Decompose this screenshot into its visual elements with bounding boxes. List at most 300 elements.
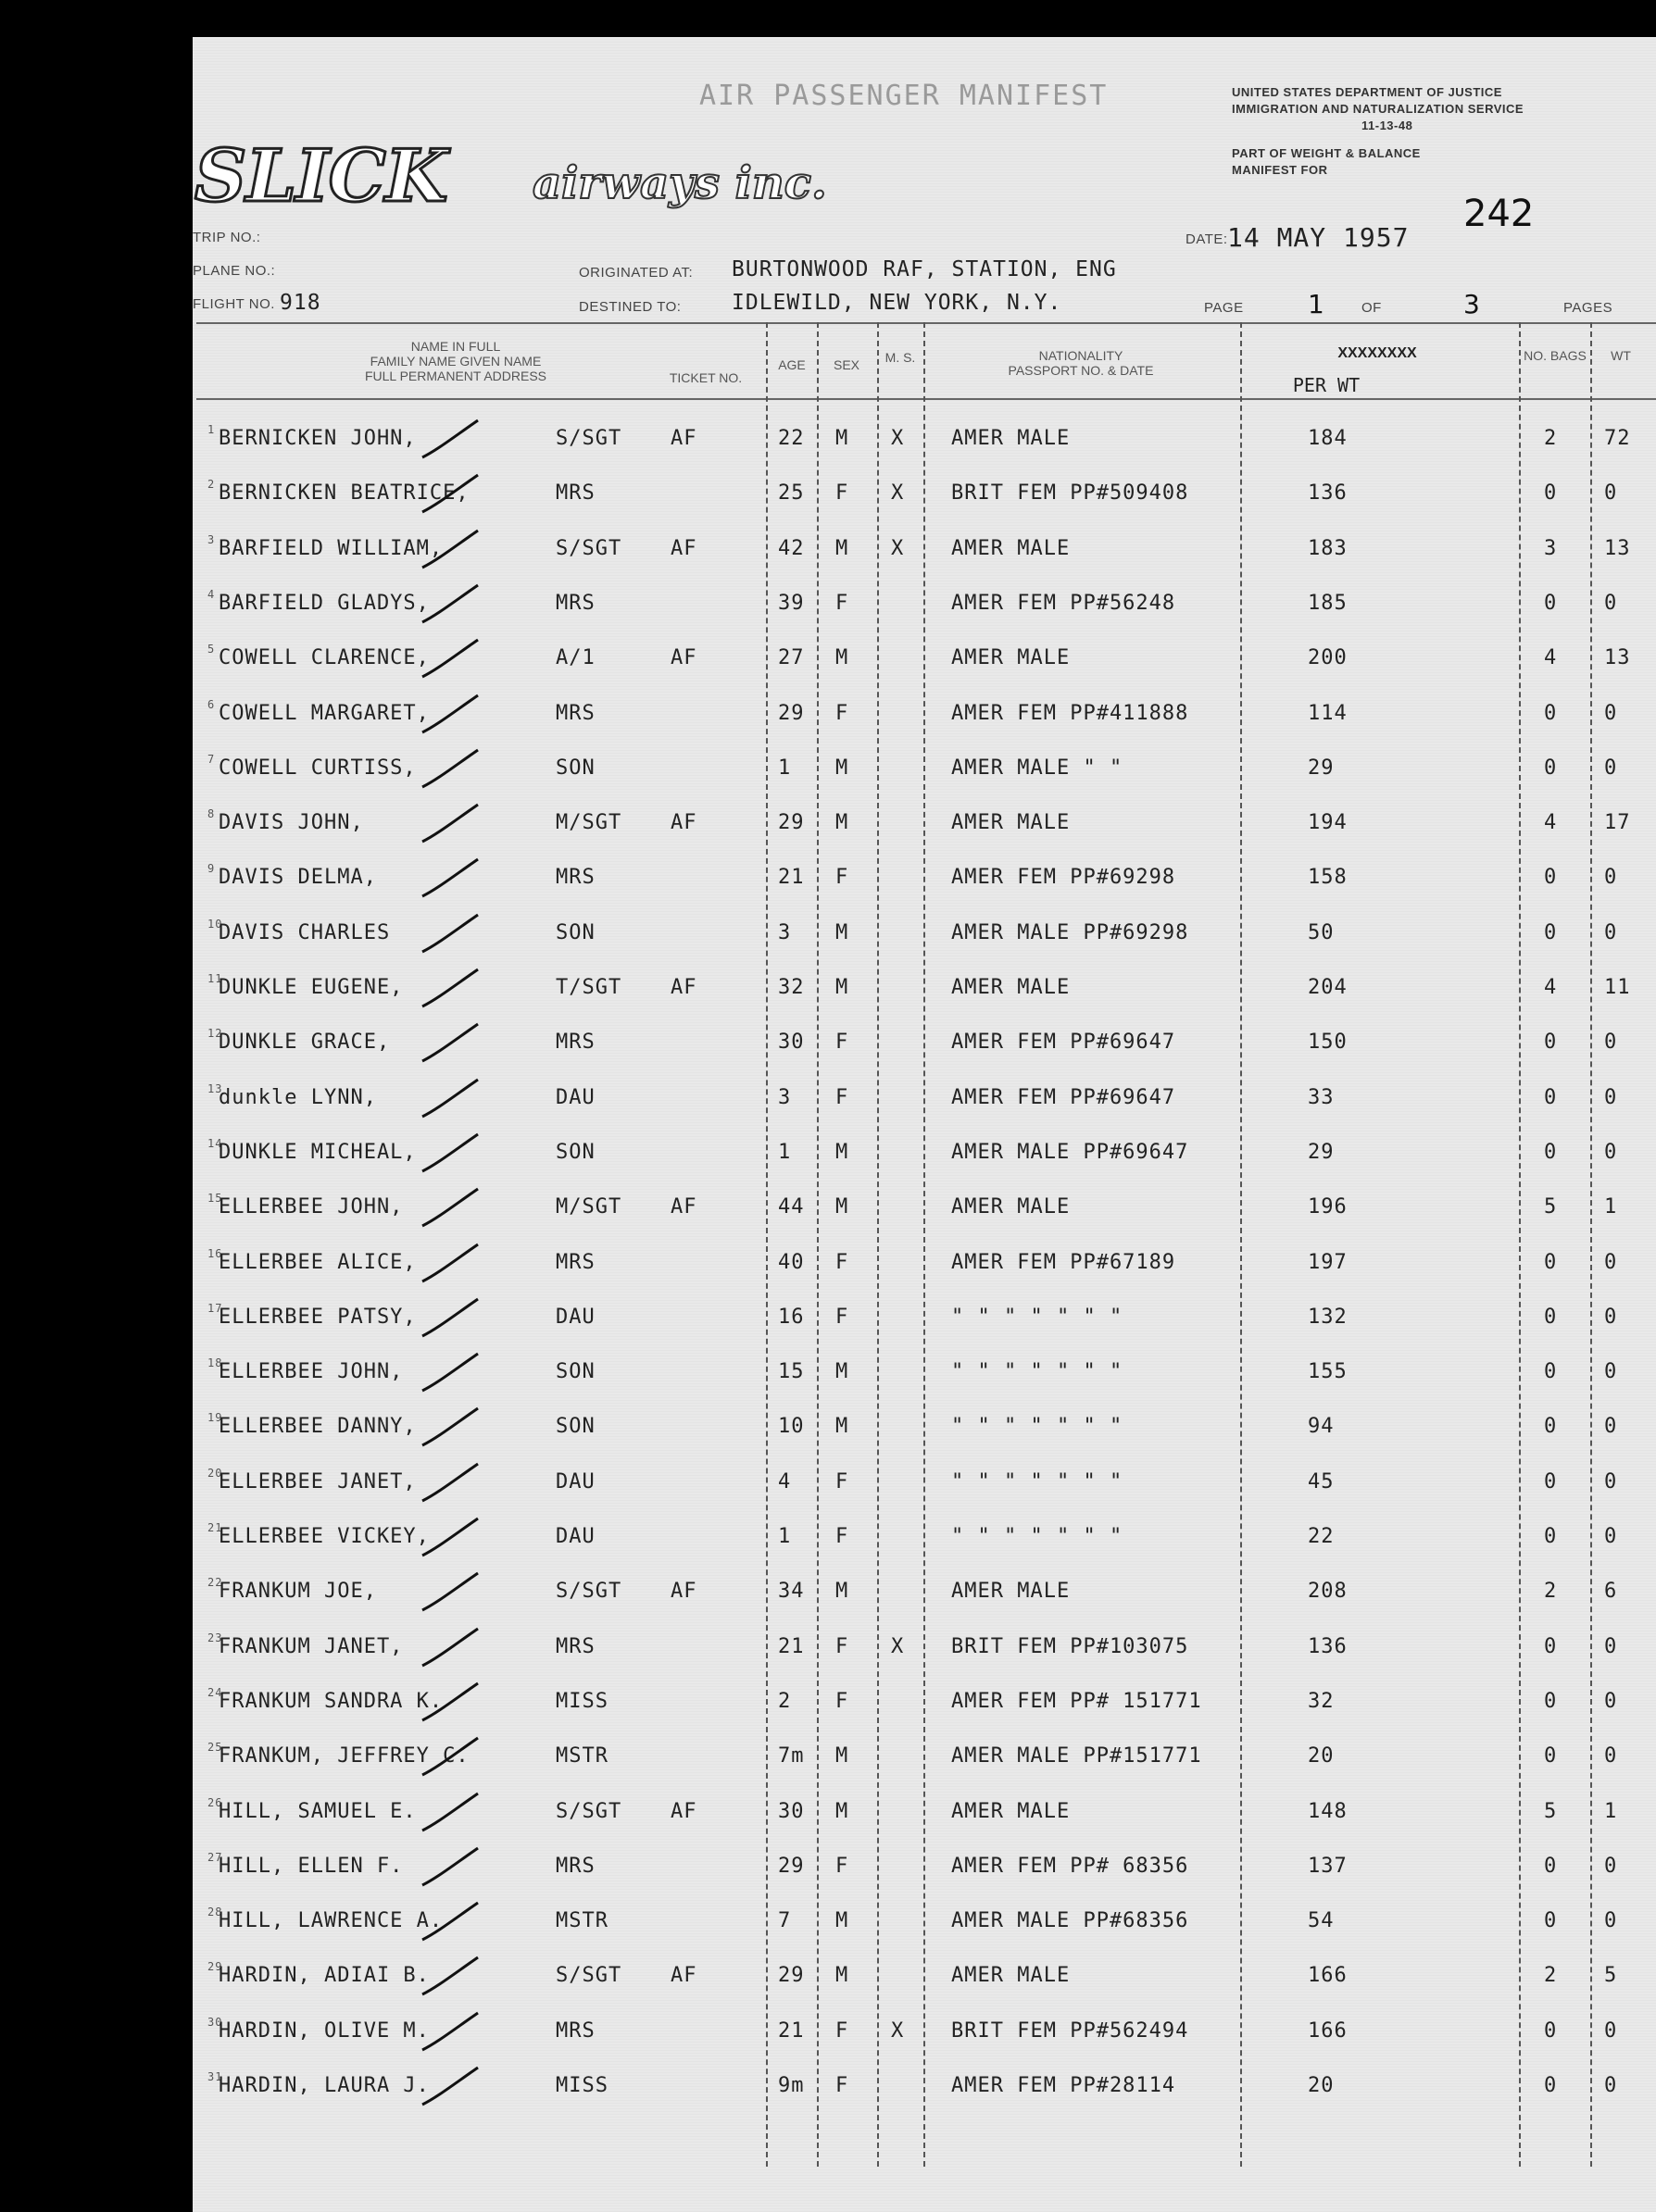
age: 27	[778, 646, 805, 670]
bags-count: 5	[1544, 1195, 1558, 1219]
age: 29	[778, 1854, 805, 1878]
age: 10	[778, 1415, 805, 1439]
age: 29	[778, 1964, 805, 1988]
age: 21	[778, 866, 805, 890]
row-number: 20	[207, 1466, 223, 1480]
passenger-name: COWELL MARGARET,	[219, 701, 430, 725]
passenger-name: ELLERBEE JOHN,	[219, 1195, 404, 1219]
passenger-name: HILL, LAWRENCE A.	[219, 1909, 444, 1933]
sex: F	[835, 1305, 849, 1329]
date-value: 14 MAY 1957	[1227, 222, 1410, 253]
check-mark	[419, 1295, 483, 1340]
age: 29	[778, 701, 805, 725]
sex: M	[835, 756, 849, 780]
sex: F	[835, 481, 849, 506]
nationality-passport: AMER MALE	[951, 427, 1071, 450]
nationality-passport: AMER FEM PP#69298	[951, 866, 1176, 890]
passenger-name: ELLERBEE PATSY,	[219, 1305, 417, 1329]
row-number: 11	[207, 972, 223, 985]
sex: M	[835, 536, 849, 560]
person-weight: 200	[1308, 646, 1348, 670]
row-number: 5	[207, 643, 216, 656]
row-number: 24	[207, 1685, 223, 1699]
bags-count: 0	[1544, 701, 1558, 725]
table-row	[196, 1235, 1656, 1290]
check-mark	[419, 527, 483, 571]
person-weight: 204	[1308, 976, 1348, 999]
nationality-passport: AMER FEM PP#69647	[951, 1085, 1176, 1109]
bag-weight: 5	[1604, 1964, 1618, 1988]
bags-count: 3	[1544, 536, 1558, 560]
table-row	[196, 960, 1656, 1015]
bags-count: 0	[1544, 1469, 1558, 1493]
person-weight: 29	[1308, 1140, 1335, 1164]
person-weight: 33	[1308, 1085, 1335, 1109]
passenger-name: ELLERBEE VICKEY,	[219, 1525, 430, 1548]
sex: M	[835, 920, 849, 944]
person-weight: 50	[1308, 920, 1335, 944]
table-row	[196, 576, 1656, 631]
flight-no-value: 918	[280, 291, 321, 315]
person-weight: 29	[1308, 756, 1335, 780]
page-label: PAGE	[1204, 300, 1244, 316]
nationality-passport: " " " " " " "	[951, 1305, 1123, 1329]
nationality-passport: " " " " " " "	[951, 1415, 1123, 1439]
passenger-name: DUNKLE MICHEAL,	[219, 1140, 417, 1164]
bag-weight: 0	[1604, 1140, 1618, 1164]
sex: M	[835, 1360, 849, 1384]
passenger-name: HILL, ELLEN F.	[219, 1854, 404, 1878]
bag-weight: 0	[1604, 1031, 1618, 1055]
nationality-passport: AMER MALE	[951, 1580, 1071, 1604]
agency-line-2: IMMIGRATION AND NATURALIZATION SERVICE	[1232, 102, 1524, 116]
bag-weight: 0	[1604, 1469, 1618, 1493]
unit: AF	[671, 536, 697, 560]
bag-weight: 0	[1604, 1634, 1618, 1658]
passenger-name: FRANKUM SANDRA K.	[219, 1689, 444, 1713]
nationality-passport: BRIT FEM PP#509408	[951, 481, 1189, 506]
passenger-name: ELLERBEE ALICE,	[219, 1250, 417, 1274]
check-mark	[419, 2064, 483, 2108]
person-weight: 150	[1308, 1031, 1348, 1055]
row-number: 7	[207, 752, 216, 766]
sex: F	[835, 1854, 849, 1878]
nationality-passport: " " " " " " "	[951, 1360, 1123, 1384]
person-weight: 208	[1308, 1580, 1348, 1604]
rank-relation: S/SGT	[556, 1799, 622, 1823]
bag-weight: 0	[1604, 1085, 1618, 1109]
nationality-passport: AMER MALE	[951, 646, 1071, 670]
rank-relation: MRS	[556, 1250, 596, 1274]
row-number: 1	[207, 423, 216, 436]
check-mark	[419, 1185, 483, 1230]
bags-count: 0	[1544, 1085, 1558, 1109]
rank-relation: MRS	[556, 1031, 596, 1055]
check-mark	[419, 966, 483, 1010]
pages-label: PAGES	[1563, 300, 1613, 316]
passenger-table	[196, 322, 1656, 2167]
check-mark	[419, 1460, 483, 1505]
check-mark	[419, 1515, 483, 1559]
age: 7m	[778, 1744, 805, 1768]
rank-relation: MRS	[556, 866, 596, 890]
passenger-name: COWELL CURTISS,	[219, 756, 417, 780]
header-bags: NO. BAGS	[1524, 348, 1587, 363]
bag-weight: 0	[1604, 1360, 1618, 1384]
bags-count: 0	[1544, 591, 1558, 615]
table-row	[196, 1948, 1656, 2003]
unit: AF	[671, 811, 697, 835]
table-row	[196, 795, 1656, 850]
check-mark	[419, 1241, 483, 1285]
nationality-passport: AMER FEM PP# 68356	[951, 1854, 1189, 1878]
bags-count: 0	[1544, 1250, 1558, 1274]
bag-weight: 0	[1604, 920, 1618, 944]
row-number: 21	[207, 1521, 223, 1534]
check-mark	[419, 856, 483, 900]
check-mark	[419, 1954, 483, 1998]
rank-relation: MRS	[556, 481, 596, 506]
table-row	[196, 521, 1656, 576]
person-weight: 137	[1308, 1854, 1348, 1878]
check-mark	[419, 1680, 483, 1724]
age: 32	[778, 976, 805, 999]
bag-weight: 0	[1604, 1525, 1618, 1548]
unit: AF	[671, 1799, 697, 1823]
rank-relation: MSTR	[556, 1909, 608, 1933]
rank-relation: S/SGT	[556, 1580, 622, 1604]
bags-count: 0	[1544, 1634, 1558, 1658]
of-value: 3	[1463, 289, 1480, 319]
row-number: 22	[207, 1576, 223, 1590]
nationality-passport: AMER MALE PP#68356	[951, 1909, 1189, 1933]
marital-status: X	[891, 536, 905, 560]
nationality-passport: AMER FEM PP#28114	[951, 2074, 1176, 2097]
unit: AF	[671, 1580, 697, 1604]
person-weight: 136	[1308, 1634, 1348, 1658]
sex: F	[835, 866, 849, 890]
unit: AF	[671, 1964, 697, 1988]
rank-relation: S/SGT	[556, 1964, 622, 1988]
row-number: 2	[207, 478, 216, 492]
bag-weight: 0	[1604, 1415, 1618, 1439]
table-row	[196, 466, 1656, 520]
person-weight: 184	[1308, 427, 1348, 450]
marital-status: X	[891, 481, 905, 506]
rank-relation: M/SGT	[556, 1195, 622, 1219]
rank-relation: SON	[556, 1415, 596, 1439]
row-number: 3	[207, 532, 216, 546]
sex: M	[835, 1964, 849, 1988]
check-mark	[419, 1844, 483, 1889]
age: 21	[778, 2018, 805, 2043]
marital-status: X	[891, 427, 905, 450]
nationality-passport: AMER MALE PP#69647	[951, 1140, 1189, 1164]
age: 44	[778, 1195, 805, 1219]
date-label: DATE:	[1186, 231, 1228, 247]
rank-relation: MISS	[556, 2074, 608, 2097]
age: 34	[778, 1580, 805, 1604]
bags-count: 4	[1544, 646, 1558, 670]
header-ticket: TICKET NO.	[669, 370, 743, 385]
flight-no-label: FLIGHT NO.	[193, 296, 275, 312]
page-number: 242	[1463, 193, 1535, 235]
agency-form-date: 11-13-48	[1361, 119, 1413, 132]
sex: F	[835, 2018, 849, 2043]
bag-weight: 0	[1604, 2074, 1618, 2097]
passenger-name: FRANKUM, JEFFREY C.	[219, 1744, 470, 1768]
sex: M	[835, 811, 849, 835]
nationality-passport: AMER MALE	[951, 811, 1071, 835]
age: 7	[778, 1909, 792, 1933]
bags-count: 2	[1544, 427, 1558, 450]
passenger-name: BARFIELD GLADYS,	[219, 591, 430, 615]
bags-count: 0	[1544, 920, 1558, 944]
airline-logo: SLICK	[194, 134, 447, 219]
bags-count: 0	[1544, 1744, 1558, 1768]
rank-relation: DAU	[556, 1085, 596, 1109]
airline-logo-suffix: airways inc.	[533, 157, 827, 209]
check-mark	[419, 636, 483, 681]
nationality-passport: AMER MALE PP#69298	[951, 920, 1189, 944]
nationality-passport: AMER FEM PP# 151771	[951, 1689, 1202, 1713]
header-nationality: NATIONALITY PASSPORT NO. & DATE	[1008, 348, 1154, 378]
trip-no-label: TRIP NO.:	[193, 230, 261, 245]
bag-weight: 6	[1604, 1580, 1618, 1604]
check-mark	[419, 471, 483, 516]
nationality-passport: BRIT FEM PP#103075	[951, 1634, 1189, 1658]
person-weight: 183	[1308, 536, 1348, 560]
age: 39	[778, 591, 805, 615]
check-mark	[419, 1076, 483, 1120]
person-weight: 196	[1308, 1195, 1348, 1219]
passenger-name: FRANKUM JANET,	[219, 1634, 404, 1658]
person-weight: 194	[1308, 811, 1348, 835]
passenger-name: COWELL CLARENCE,	[219, 646, 430, 670]
nationality-passport: BRIT FEM PP#562494	[951, 2018, 1189, 2043]
row-number: 29	[207, 1960, 223, 1974]
check-mark	[419, 1350, 483, 1394]
table-row	[196, 1344, 1656, 1399]
person-weight: 185	[1308, 591, 1348, 615]
row-number: 19	[207, 1411, 223, 1425]
bags-count: 4	[1544, 976, 1558, 999]
table-row	[196, 1784, 1656, 1839]
bag-weight: 0	[1604, 1250, 1618, 1274]
bag-weight: 0	[1604, 2018, 1618, 2043]
passenger-name: dunkle LYNN,	[219, 1085, 377, 1109]
passenger-name: HARDIN, OLIVE M.	[219, 2018, 430, 2043]
header-bag-wt: WT	[1611, 348, 1631, 363]
table-row	[196, 1619, 1656, 1674]
rank-relation: M/SGT	[556, 811, 622, 835]
bag-weight: 72	[1604, 427, 1631, 450]
row-number: 8	[207, 807, 216, 821]
bags-count: 0	[1544, 1305, 1558, 1329]
rank-relation: MRS	[556, 701, 596, 725]
bags-count: 0	[1544, 1909, 1558, 1933]
rank-relation: MRS	[556, 2018, 596, 2043]
row-number: 14	[207, 1136, 223, 1150]
table-row	[196, 411, 1656, 466]
row-number: 17	[207, 1301, 223, 1315]
sex: F	[835, 701, 849, 725]
nationality-passport: AMER MALE	[951, 1799, 1071, 1823]
person-weight: 148	[1308, 1799, 1348, 1823]
sex: M	[835, 1580, 849, 1604]
bags-count: 0	[1544, 1140, 1558, 1164]
bags-count: 2	[1544, 1964, 1558, 1988]
passenger-name: ELLERBEE DANNY,	[219, 1415, 417, 1439]
check-mark	[419, 1131, 483, 1175]
person-weight: 197	[1308, 1250, 1348, 1274]
passenger-name: BARFIELD WILLIAM,	[219, 536, 444, 560]
check-mark	[419, 692, 483, 736]
agency-line-1: UNITED STATES DEPARTMENT OF JUSTICE	[1232, 85, 1502, 99]
table-top-rule	[196, 322, 1656, 324]
nationality-passport: AMER FEM PP#56248	[951, 591, 1176, 615]
sex: F	[835, 1250, 849, 1274]
sex: F	[835, 1525, 849, 1548]
originated-at-value: BURTONWOOD RAF, STATION, ENG	[732, 257, 1117, 281]
age: 22	[778, 427, 805, 450]
age: 29	[778, 811, 805, 835]
rank-relation: MISS	[556, 1689, 608, 1713]
bag-weight: 0	[1604, 481, 1618, 506]
age: 2	[778, 1689, 792, 1713]
passenger-name: HILL, SAMUEL E.	[219, 1799, 417, 1823]
check-mark	[419, 417, 483, 461]
table-row	[196, 1893, 1656, 1948]
table-row	[196, 1455, 1656, 1509]
table-row	[196, 741, 1656, 795]
age: 16	[778, 1305, 805, 1329]
passenger-name: BERNICKEN BEATRICE,	[219, 481, 470, 506]
unit: AF	[671, 646, 697, 670]
person-weight: 54	[1308, 1909, 1335, 1933]
check-mark	[419, 801, 483, 845]
table-row	[196, 1070, 1656, 1125]
bag-weight: 17	[1604, 811, 1631, 835]
age: 3	[778, 920, 792, 944]
row-number: 23	[207, 1631, 223, 1644]
nationality-passport: AMER MALE	[951, 536, 1071, 560]
nationality-passport: AMER MALE	[951, 1964, 1071, 1988]
rank-relation: MSTR	[556, 1744, 608, 1768]
table-row	[196, 1729, 1656, 1783]
nationality-passport: AMER FEM PP#411888	[951, 701, 1189, 725]
sex: M	[835, 427, 849, 450]
person-weight: 45	[1308, 1469, 1335, 1493]
sex: M	[835, 1744, 849, 1768]
bags-count: 0	[1544, 1689, 1558, 1713]
person-weight: 132	[1308, 1305, 1348, 1329]
table-row	[196, 1180, 1656, 1234]
bag-weight: 13	[1604, 646, 1631, 670]
person-weight: 94	[1308, 1415, 1335, 1439]
nationality-passport: AMER MALE	[951, 976, 1071, 999]
table-header-rule	[196, 398, 1656, 400]
person-weight: 20	[1308, 2074, 1335, 2097]
bags-count: 0	[1544, 866, 1558, 890]
header-name: NAME IN FULL FAMILY NAME GIVEN NAME FULL PERMANENT ADDRESS	[364, 339, 547, 383]
table-row	[196, 1839, 1656, 1893]
row-number: 6	[207, 697, 216, 711]
nationality-passport: " " " " " " "	[951, 1469, 1123, 1493]
table-row	[196, 631, 1656, 685]
table-row	[196, 2004, 1656, 2058]
row-number: 18	[207, 1356, 223, 1370]
agency-line-4: PART OF WEIGHT & BALANCE	[1232, 146, 1421, 160]
bag-weight: 11	[1604, 976, 1631, 999]
unit: AF	[671, 976, 697, 999]
header-per-wt: PER WT	[1292, 374, 1361, 396]
plane-no-label: PLANE NO.:	[193, 263, 276, 279]
sex: F	[835, 1085, 849, 1109]
bags-count: 0	[1544, 1360, 1558, 1384]
bags-count: 0	[1544, 2018, 1558, 2043]
table-row	[196, 906, 1656, 960]
bag-weight: 0	[1604, 756, 1618, 780]
bag-weight: 1	[1604, 1799, 1618, 1823]
age: 3	[778, 1085, 792, 1109]
person-weight: 20	[1308, 1744, 1335, 1768]
header-ms: M. S.	[884, 350, 916, 365]
sex: M	[835, 1195, 849, 1219]
nationality-passport: AMER MALE " "	[951, 756, 1123, 780]
bag-weight: 0	[1604, 866, 1618, 890]
rank-relation: A/1	[556, 646, 596, 670]
rank-relation: S/SGT	[556, 536, 622, 560]
passenger-name: ELLERBEE JANET,	[219, 1469, 417, 1493]
row-number: 13	[207, 1081, 223, 1095]
check-mark	[419, 581, 483, 626]
person-weight: 114	[1308, 701, 1348, 725]
person-weight: 166	[1308, 1964, 1348, 1988]
check-mark	[419, 911, 483, 956]
check-mark	[419, 1569, 483, 1614]
nationality-passport: AMER FEM PP#67189	[951, 1250, 1176, 1274]
row-number: 31	[207, 2070, 223, 2083]
bags-count: 0	[1544, 1854, 1558, 1878]
check-mark	[419, 1899, 483, 1943]
bag-weight: 13	[1604, 536, 1631, 560]
passenger-name: BERNICKEN JOHN,	[219, 427, 417, 450]
passenger-name: DAVIS DELMA,	[219, 866, 377, 890]
sex: F	[835, 1689, 849, 1713]
rank-relation: SON	[556, 1360, 596, 1384]
table-row	[196, 686, 1656, 741]
sex: M	[835, 1799, 849, 1823]
person-weight: 22	[1308, 1525, 1335, 1548]
unit: AF	[671, 1195, 697, 1219]
table-row	[196, 850, 1656, 905]
bag-weight: 0	[1604, 1305, 1618, 1329]
bags-count: 0	[1544, 481, 1558, 506]
bag-weight: 0	[1604, 701, 1618, 725]
check-mark	[419, 2009, 483, 2054]
bags-count: 0	[1544, 2074, 1558, 2097]
age: 30	[778, 1031, 805, 1055]
destined-to-label: DESTINED TO:	[579, 299, 682, 315]
marital-status: X	[891, 2018, 905, 2043]
row-number: 10	[207, 917, 223, 931]
age: 9m	[778, 2074, 805, 2097]
age: 21	[778, 1634, 805, 1658]
row-number: 30	[207, 2015, 223, 2029]
bag-weight: 0	[1604, 1854, 1618, 1878]
check-mark	[419, 1790, 483, 1834]
